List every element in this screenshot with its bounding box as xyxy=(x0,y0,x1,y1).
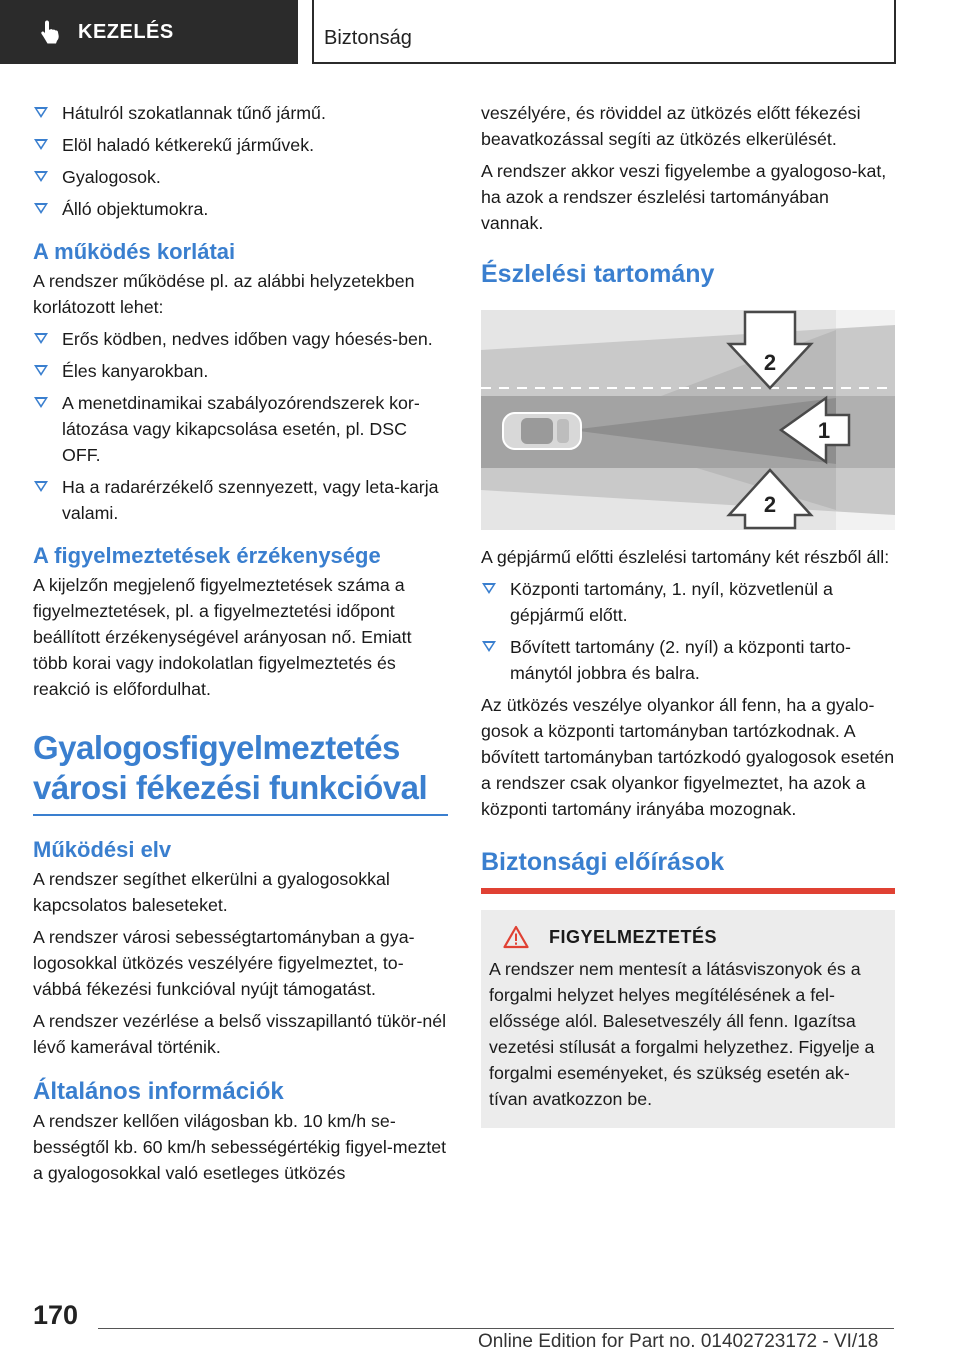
heading-safety: Biztonsági előírások xyxy=(481,848,725,876)
page-number: 170 xyxy=(33,1300,79,1330)
chapter-title-box xyxy=(312,0,896,64)
warning-divider xyxy=(481,888,895,894)
triangle-bullet-icon xyxy=(482,583,496,594)
pointing-hand-icon xyxy=(40,19,62,45)
list-item: Hátulról szokatlannak tűnő jármű. xyxy=(33,100,448,126)
list-item: Erős ködben, nedves időben vagy hóesés-ben. xyxy=(33,326,448,352)
object-list xyxy=(33,100,448,222)
warning-header xyxy=(503,924,885,950)
paragraph: A rendszer működése pl. az alábbi helyzetekben korlátozott lehet: xyxy=(33,271,415,317)
car-icon xyxy=(503,413,581,449)
paragraph: A rendszer városi sebességtartományban a gya-logosokkal ütközés veszélyére figyelmeztet, to-vábbá fékezési funkcióval nyújt támogatást. xyxy=(33,927,415,999)
triangle-bullet-icon xyxy=(482,641,496,652)
triangle-bullet-icon xyxy=(34,139,48,150)
arrow-label: 2 xyxy=(763,350,777,375)
warning-box xyxy=(481,910,895,1128)
triangle-bullet-icon xyxy=(34,107,48,118)
warning-text: A rendszer nem mentesít a látásviszonyok és a forgalmi helyzet helyes megítélésének a fel-előssége alól. Balesetveszély áll fenn. Igazítsa vezetési stílusát a forgalmi helyzethez. Figyelje a forgalmi eseményeket, és szükség esetén ak-tívan avatkozzon be. xyxy=(489,959,875,1109)
triangle-bullet-icon xyxy=(34,397,48,408)
limits-list xyxy=(33,326,448,526)
heading-general: Általános információk xyxy=(33,1078,284,1105)
heading-divider xyxy=(33,814,448,816)
triangle-bullet-icon xyxy=(34,481,48,492)
list-item: Éles kanyarokban. xyxy=(33,358,448,384)
list-item: Álló objektumokra. xyxy=(33,196,448,222)
paragraph: A rendszer vezérlése a belső visszapillantó tükör-nél lévő kamerával történik. xyxy=(33,1011,447,1057)
paragraph: A rendszer akkor veszi figyelembe a gyalogoso-kat, ha azok a rendszer észlelési tartományában vannak. xyxy=(481,161,887,233)
triangle-bullet-icon xyxy=(34,333,48,344)
list-item: A menetdinamikai szabályozórendszerek kor-látozása vagy kikapcsolása esetén, pl. DSC OFF. xyxy=(33,390,448,468)
section-tab xyxy=(0,0,298,64)
warning-triangle-icon xyxy=(503,925,529,949)
list-item: Központi tartomány, 1. nyíl, közvetlenül a gépjármű előtt. xyxy=(481,576,896,628)
diagram-svg xyxy=(481,310,895,530)
list-item: Bővített tartomány (2. nyíl) a központi tarto-mánytól jobbra és balra. xyxy=(481,634,896,686)
chapter-title: Biztonság xyxy=(324,27,412,49)
list-item: Elöl haladó kétkerekű járművek. xyxy=(33,132,448,158)
paragraph: Az ütközés veszélye olyankor áll fenn, ha a gyalo-gosok a központi tartományban tartózkodnak. A bővített tartományban tartózkodó gyalogosok esetén a rendszer csak olyankor figyelmeztet, ha azok a központi tartomány irányába mozognak. xyxy=(481,695,895,819)
left-column xyxy=(33,100,448,1192)
detection-range-diagram xyxy=(481,310,895,530)
right-column xyxy=(481,100,896,1128)
paragraph: A gépjármű előtti észlelési tartomány két részből áll: xyxy=(481,547,890,567)
page-header xyxy=(0,0,960,66)
paragraph: veszélyére, és röviddel az ütközés előtt fékezési beavatkozással segíti az ütközés elkerülését. xyxy=(481,103,861,149)
footer-divider xyxy=(98,1328,894,1329)
section-label: KEZELÉS xyxy=(78,20,174,43)
heading-limits: A működés korlátai xyxy=(33,239,236,264)
heading-detection-range: Észlelési tartomány xyxy=(481,260,715,288)
triangle-bullet-icon xyxy=(34,171,48,182)
paragraph: A kijelzőn megjelenő figyelmeztetések száma a figyelmeztetések, pl. a figyelmeztetési időpont beállított érzékenységével arányosan nő. Emiatt több korai vagy indokolatlan figyelmeztetés és reakció is előfordulhat. xyxy=(33,575,412,699)
triangle-bullet-icon xyxy=(34,203,48,214)
heading-principle: Működési elv xyxy=(33,837,172,862)
list-item: Ha a radarérzékelő szennyezett, vagy leta-karja valami. xyxy=(33,474,448,526)
main-heading: Gyalogosfigyelmeztetés városi fékezési funkcióval xyxy=(33,729,428,806)
warning-title: FIGYELMEZTETÉS xyxy=(549,927,718,947)
paragraph: A rendszer segíthet elkerülni a gyalogosokkal kapcsolatos baleseteket. xyxy=(33,869,390,915)
arrow-label: 1 xyxy=(817,418,831,443)
triangle-bullet-icon xyxy=(34,365,48,376)
range-list xyxy=(481,576,896,686)
heading-sensitivity: A figyelmeztetések érzékenysége xyxy=(33,543,381,568)
arrow-label: 2 xyxy=(763,492,777,517)
footer-edition: Online Edition for Part no. 01402723172 - VI/18 xyxy=(478,1331,879,1352)
list-item: Gyalogosok. xyxy=(33,164,448,190)
paragraph: A rendszer kellően világosban kb. 10 km/h se-bességtől kb. 60 km/h sebességértékig figyel-meztet a gyalogosokkal való esetleges ütközés xyxy=(33,1111,447,1183)
